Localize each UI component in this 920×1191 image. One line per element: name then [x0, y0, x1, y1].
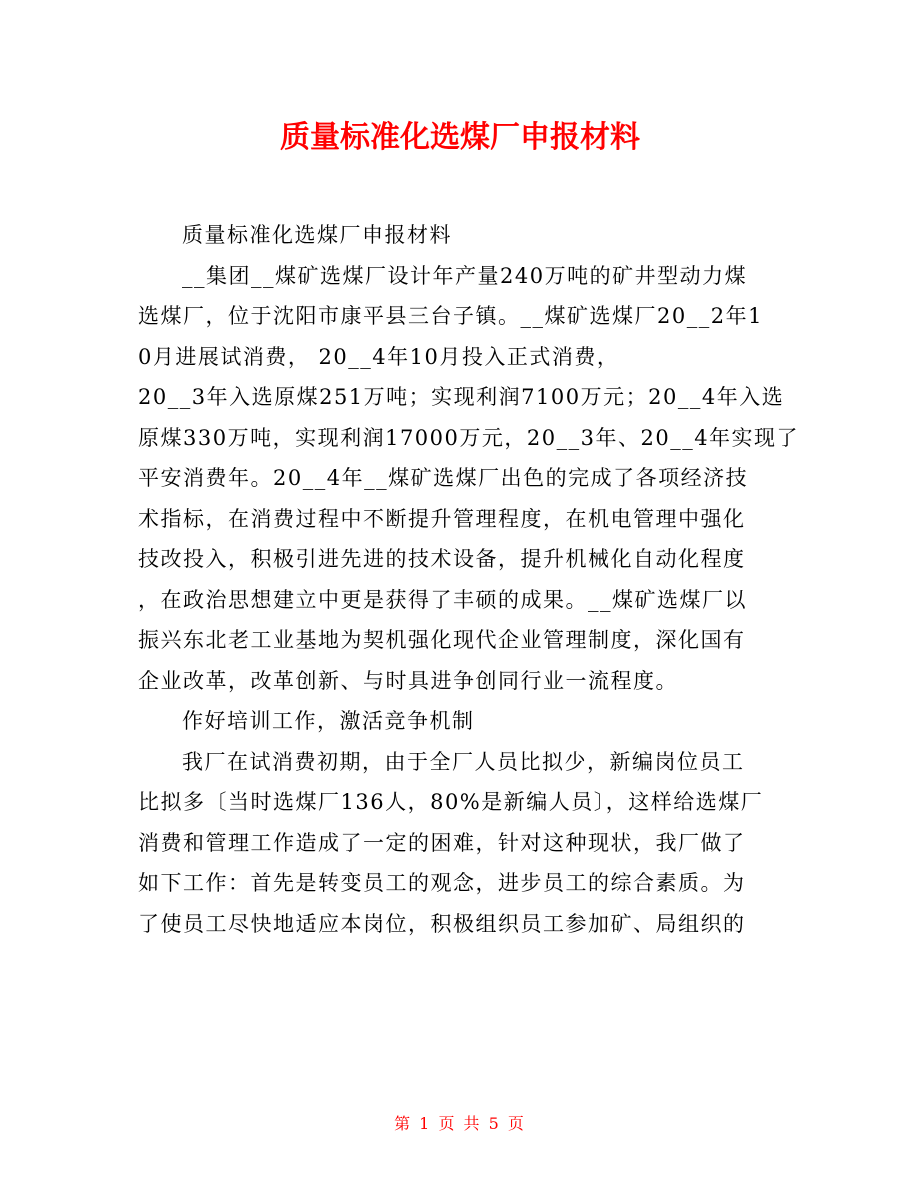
page-number-footer: 第 1 页 共 5 页	[394, 1114, 526, 1133]
text-line: 术指标，在消费过程中不断提升管理程度，在机电管理中强化	[138, 506, 746, 531]
text-line: 比拟多〔当时选煤厂136人，80%是新编人员〕，这样给选煤厂	[138, 790, 764, 814]
section-heading: 作好培训工作，激活竞争机制	[182, 709, 475, 733]
text-line: __集团__煤矿选煤厂设计年产量240万吨的矿井型动力煤	[182, 263, 748, 288]
text-line: 如下工作：首先是转变员工的观念，进步员工的综合素质。为	[138, 871, 746, 895]
text-line: ，在政治思想建立中更是获得了丰硕的成果。__煤矿选煤厂以	[138, 587, 747, 612]
text-line: 消费和管理工作造成了一定的困难，针对这种现状，我厂做了	[138, 830, 746, 855]
text-line: 20__3年入选原煤251万吨；实现利润7100万元；20__4年入选	[138, 385, 785, 409]
text-line: 我厂在试消费初期，由于全厂人员比拟少，新编岗位员工	[182, 749, 745, 774]
document-body	[138, 215, 800, 944]
text-line: 了使员工尽快地适应本岗位，积极组织员工参加矿、局组织的	[138, 911, 746, 936]
paragraph-heading: 质量标准化选煤厂申报材料	[182, 223, 452, 247]
text-line: 选煤厂，位于沈阳市康平县三台子镇。__煤矿选煤厂20__2年1	[138, 304, 763, 328]
text-line: 原煤330万吨，实现利润17000万元，20__3年、20__4年实现了	[138, 425, 800, 450]
text-line: 技改投入，积极引进先进的技术设备，提升机械化自动化程度	[138, 547, 746, 571]
document-title: 质量标准化选煤厂申报材料	[280, 120, 640, 155]
text-line: 振兴东北老工业基地为契机强化现代企业管理制度，深化国有	[138, 628, 746, 652]
text-line: 0月进展试消费， 20__4年10月投入正式消费，	[138, 344, 620, 369]
text-line: 平安消费年。20__4年__煤矿选煤厂出色的完成了各项经济技	[138, 466, 749, 490]
text-line: 企业改革，改革创新、与时具进争创同行业一流程度。	[138, 668, 678, 693]
